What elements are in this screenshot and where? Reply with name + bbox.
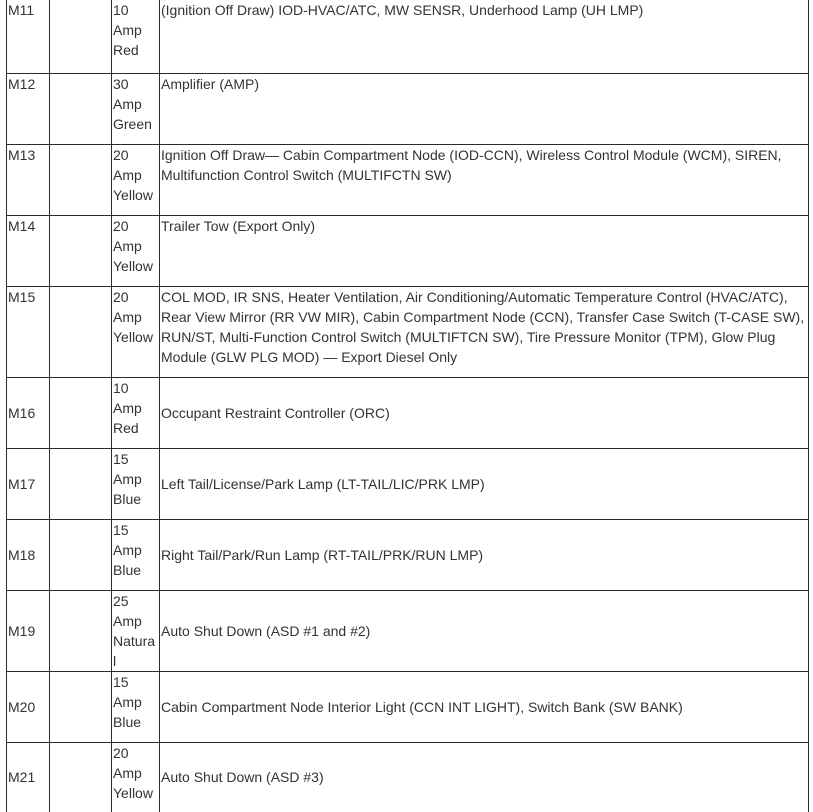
blank-cell — [50, 590, 112, 671]
amp-value: 15 — [113, 521, 129, 538]
fuse-description: Amplifier (AMP) — [160, 73, 809, 144]
fuse-description: Cabin Compartment Node Interior Light (CCN INT LIGHT), Switch Bank (SW BANK) — [160, 671, 809, 742]
fuse-table — [6, 0, 809, 812]
fuse-description: Auto Shut Down (ASD #3) — [160, 742, 809, 812]
fuse-id: M16 — [7, 377, 50, 448]
fuse-rating — [112, 519, 160, 590]
fuse-id: M11 — [7, 0, 50, 73]
fuse-id: M14 — [7, 215, 50, 286]
fuse-color: Blue — [113, 561, 142, 578]
fuse-description: COL MOD, IR SNS, Heater Ventilation, Air Conditioning/Automatic Temperature Control (HVAC/ATC), Rear View Mirror (RR VW MIR), Cabin Compartment Node (CCN), Transfer Case Switch (T-CASE SW), RUN/ST, Multi-Function Control Switch (MULTIFTCN SW), Tire Pressure Monitor (TPM), Glow Plug Module (GLW PLG MOD) — Export Diesel Only — [160, 286, 809, 377]
amp-unit: Amp — [113, 22, 142, 38]
fuse-id: M21 — [7, 742, 50, 812]
blank-cell — [50, 377, 112, 448]
blank-cell — [50, 144, 112, 215]
amp-unit: Amp — [113, 470, 142, 487]
fuse-rating — [112, 215, 160, 286]
fuse-color: Green — [113, 115, 152, 132]
amp-value: 20 — [113, 217, 129, 234]
amp-value: 10 — [113, 379, 129, 396]
fuse-description: Occupant Restraint Controller (ORC) — [160, 377, 809, 448]
table-row — [7, 215, 809, 286]
amp-unit: Amp — [113, 612, 142, 629]
fuse-id: M17 — [7, 448, 50, 519]
table-row — [7, 448, 809, 519]
blank-cell — [50, 671, 112, 742]
table-row — [7, 144, 809, 215]
table-row — [7, 286, 809, 377]
blank-cell — [50, 0, 112, 73]
blank-cell — [50, 215, 112, 286]
amp-unit: Amp — [113, 308, 142, 325]
table-row — [7, 377, 809, 448]
amp-value: 25 — [113, 592, 129, 609]
fuse-color: Yellow — [113, 186, 153, 203]
fuse-id: M19 — [7, 590, 50, 671]
amp-unit: Amp — [113, 693, 142, 710]
amp-value: 15 — [113, 673, 129, 690]
amp-value: 20 — [113, 744, 129, 761]
fuse-rating — [112, 671, 160, 742]
table-row — [7, 519, 809, 590]
amp-value: 20 — [113, 146, 129, 163]
fuse-description: (Ignition Off Draw) IOD-HVAC/ATC, MW SENSR, Underhood Lamp (UH LMP) — [160, 0, 809, 73]
fuse-id: M18 — [7, 519, 50, 590]
fuse-description: Ignition Off Draw— Cabin Compartment Node (IOD-CCN), Wireless Control Module (WCM), SIREN, Multifunction Control Switch (MULTIFCTN SW) — [160, 144, 809, 215]
blank-cell — [50, 73, 112, 144]
fuse-id: M13 — [7, 144, 50, 215]
table-row — [7, 671, 809, 742]
table-row — [7, 0, 809, 73]
table-row — [7, 590, 809, 671]
blank-cell — [50, 519, 112, 590]
fuse-description: Left Tail/License/Park Lamp (LT-TAIL/LIC/PRK LMP) — [160, 448, 809, 519]
fuse-id: M20 — [7, 671, 50, 742]
amp-unit: Amp — [113, 764, 142, 781]
amp-unit: Amp — [113, 95, 142, 112]
fuse-color: Red — [113, 419, 139, 436]
amp-unit: Amp — [113, 541, 142, 558]
fuse-rating — [112, 448, 160, 519]
fuse-color: Yellow — [113, 784, 153, 801]
fuse-rating — [112, 286, 160, 377]
amp-value: 30 — [113, 75, 129, 92]
amp-unit: Amp — [113, 399, 142, 416]
fuse-color: Yellow — [113, 328, 153, 345]
fuse-color: Blue — [113, 490, 142, 507]
fuse-description: Trailer Tow (Export Only) — [160, 215, 809, 286]
fuse-color: Red — [113, 42, 139, 58]
fuse-rating — [112, 590, 160, 671]
fuse-rating — [112, 73, 160, 144]
fuse-rating — [112, 0, 160, 73]
amp-value: 10 — [113, 2, 129, 18]
blank-cell — [50, 286, 112, 377]
fuse-id: M15 — [7, 286, 50, 377]
fuse-rating — [112, 144, 160, 215]
blank-cell — [50, 448, 112, 519]
fuse-color: Natural — [113, 632, 156, 669]
fuse-description: Right Tail/Park/Run Lamp (RT-TAIL/PRK/RUN LMP) — [160, 519, 809, 590]
fuse-description: Auto Shut Down (ASD #1 and #2) — [160, 590, 809, 671]
fuse-id: M12 — [7, 73, 50, 144]
fuse-color: Blue — [113, 713, 142, 730]
amp-value: 20 — [113, 288, 129, 305]
amp-unit: Amp — [113, 237, 142, 254]
fuse-color: Yellow — [113, 257, 153, 274]
amp-value: 15 — [113, 450, 129, 467]
amp-unit: Amp — [113, 166, 142, 183]
table-row — [7, 73, 809, 144]
fuse-rating — [112, 377, 160, 448]
